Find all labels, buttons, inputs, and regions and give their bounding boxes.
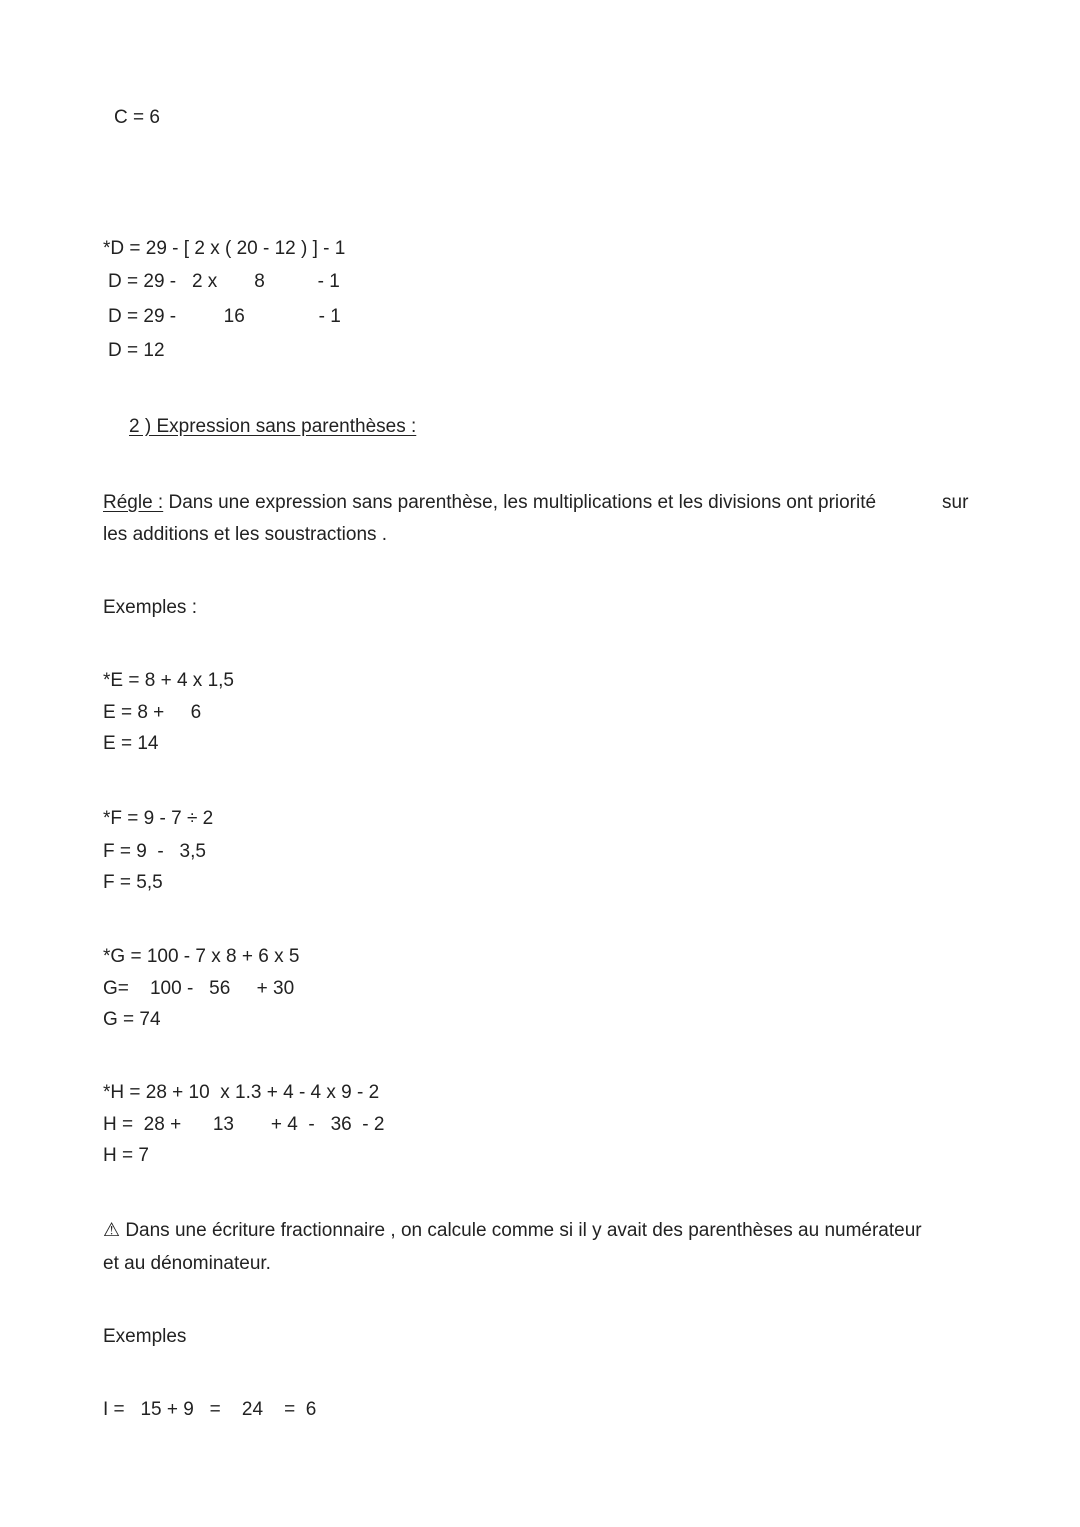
rule-line-2: les additions et les soustractions . [103,524,388,545]
f-line-2: F = 9 - 3,5 [103,841,206,862]
e-line-1: *E = 8 + 4 x 1,5 [103,670,234,691]
d-line-1: *D = 29 - [ 2 x ( 20 - 12 ) ] - 1 [103,238,346,259]
e-line-3: E = 14 [103,733,159,754]
d-line-2: D = 29 - 2 x 8 - 1 [108,271,340,292]
d-line-4: D = 12 [108,340,165,361]
warning-icon: ⚠ [103,1220,121,1241]
section-2-title: 2 ) Expression sans parenthèses : [129,416,417,437]
warning-line-2: et au dénominateur. [103,1253,271,1274]
g-line-1: *G = 100 - 7 x 8 + 6 x 5 [103,946,300,967]
e-line-2: E = 8 + 6 [103,702,202,723]
warning-text: Dans une écriture fractionnaire , on calcule comme si il y avait des parenthèses au numérateur [120,1220,922,1241]
examples-label-1: Exemples : [103,597,197,618]
g-line-3: G = 74 [103,1009,161,1030]
rule-label: Régle : [103,492,164,513]
examples-label-2: Exemples [103,1326,187,1347]
rule-text: Dans une expression sans parenthèse, les multiplications et les divisions ont priorité [163,492,877,513]
d-line-3: D = 29 - 16 - 1 [108,306,341,327]
c-result: C = 6 [114,107,160,128]
h-line-3: H = 7 [103,1145,149,1166]
g-line-2: G= 100 - 56 + 30 [103,978,295,999]
h-line-2: H = 28 + 13 + 4 - 36 - 2 [103,1114,385,1135]
i-line: I = 15 + 9 = 24 = 6 [103,1399,317,1420]
warning-line-1 [103,1221,922,1240]
h-line-1: *H = 28 + 10 x 1.3 + 4 - 4 x 9 - 2 [103,1082,380,1103]
rule-line-1 [103,493,876,512]
f-line-3: F = 5,5 [103,872,163,893]
f-line-1: *F = 9 - 7 ÷ 2 [103,808,214,829]
rule-line-1-end: sur [942,492,969,513]
